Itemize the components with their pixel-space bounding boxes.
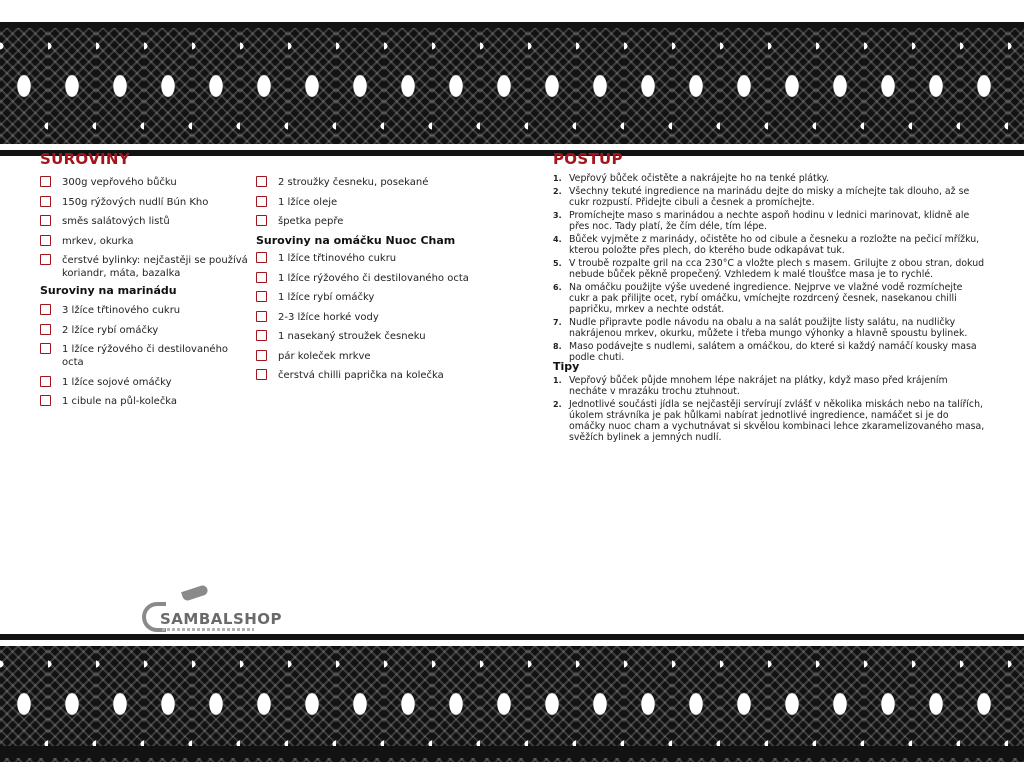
checkbox-icon[interactable] xyxy=(256,176,267,187)
checkbox-icon[interactable] xyxy=(256,252,267,263)
checklist-item[interactable]: 1 lžíce rýžového či destilovaného octa xyxy=(40,343,250,369)
checkbox-icon[interactable] xyxy=(40,304,51,315)
checkbox-icon[interactable] xyxy=(256,369,267,380)
postup-steps xyxy=(553,173,985,365)
checkbox-icon[interactable] xyxy=(256,330,267,341)
checkbox-icon[interactable] xyxy=(40,235,51,246)
checklist-item[interactable]: 1 lžíce třtinového cukru xyxy=(256,252,486,265)
checkbox-icon[interactable] xyxy=(40,196,51,207)
tip-item: 1. Vepřový bůček půjde mnohem lépe nakrájet na plátky, když maso před krájením necháte v mrazáku trochu ztuhnout. xyxy=(553,375,948,397)
checkbox-icon[interactable] xyxy=(256,215,267,226)
sambalshop-logo xyxy=(142,588,283,638)
postup-heading: POSTUP xyxy=(553,150,623,168)
suroviny-list-continued xyxy=(256,176,486,235)
step-item: 1. Vepřový bůček očistěte a nakrájejte ho na tenké plátky. xyxy=(553,173,829,184)
checkbox-icon[interactable] xyxy=(256,311,267,322)
checklist-item[interactable]: špetka pepře xyxy=(256,215,486,228)
checkbox-icon[interactable] xyxy=(40,254,51,265)
checklist-item[interactable]: 1 nasekaný stroužek česneku xyxy=(256,330,486,343)
checklist-item[interactable]: 2-3 lžíce horké vody xyxy=(256,311,486,324)
checkbox-icon[interactable] xyxy=(40,343,51,354)
checkbox-icon[interactable] xyxy=(256,272,267,283)
checklist-item[interactable]: směs salátových listů xyxy=(40,215,250,228)
bottom-ornament-band xyxy=(0,640,1024,762)
tipy-list xyxy=(553,375,985,445)
checklist-item[interactable]: 300g vepřového bůčku xyxy=(40,176,250,189)
checkbox-icon[interactable] xyxy=(256,350,267,361)
step-item: 3. Promíchejte maso s marinádou a nechte aspoň hodinu v lednici marinovat, klidně ale přes noc. Tady platí, že čím déle, tím lépe. xyxy=(553,210,970,232)
checkbox-icon[interactable] xyxy=(40,324,51,335)
checklist-item[interactable]: 2 stroužky česneku, posekané xyxy=(256,176,486,189)
checklist-item[interactable]: čerstvé bylinky: nejčastěji se používá koriandr, máta, bazalka xyxy=(40,254,250,280)
bottom-border-edge xyxy=(0,746,1024,758)
checklist-item[interactable]: 1 lžíce sojové omáčky xyxy=(40,376,250,389)
checklist-item[interactable]: 150g rýžových nudlí Bún Kho xyxy=(40,196,250,209)
checklist-item[interactable]: 2 lžíce rybí omáčky xyxy=(40,324,250,337)
top-ornament-band xyxy=(0,28,1024,150)
checkbox-icon[interactable] xyxy=(256,196,267,207)
marinada-heading: Suroviny na marinádu xyxy=(40,284,177,297)
step-item: 7. Nudle připravte podle návodu na obalu a na salát použijte listy salátu, na nudličky nakrájenou mrkev, okurku, můžete i třeba mungo výhonky a hlavně spoustu bylinek. xyxy=(553,317,968,339)
checkbox-icon[interactable] xyxy=(40,176,51,187)
step-item: 6. Na omáčku použijte výše uvedené ingredience. Nejprve ve vlažné vodě rozmíchejte cukr a pak přilijte ocet, rybí omáčku, vmíchejte rozdrcený česnek, nasekanou chilli papričku, mrkev a nechte odstát. xyxy=(553,282,963,315)
step-item: 8. Maso podávejte s nudlemi, salátem a omáčkou, do které si každý namáčí kousky masa podle chuti. xyxy=(553,341,977,363)
checklist-item[interactable]: 1 lžíce rybí omáčky xyxy=(256,291,486,304)
checkbox-icon[interactable] xyxy=(40,376,51,387)
logo-tagline-decoration xyxy=(162,628,254,631)
suroviny-list xyxy=(40,176,250,287)
step-item: 5. V troubě rozpalte gril na cca 230°C a vložte plech s masem. Grilujte z obou stran, dokud nebude bůček pěkně propečený. Vzhledem k malé tloušťce masa je to rychlé. xyxy=(553,258,985,280)
chili-pepper-icon xyxy=(181,584,209,602)
checklist-item[interactable]: pár koleček mrkve xyxy=(256,350,486,363)
omacka-list xyxy=(256,252,486,389)
checkbox-icon[interactable] xyxy=(40,395,51,406)
checkbox-icon[interactable] xyxy=(256,291,267,302)
tip-item: 2. Jednotlivé součásti jídla se nejčastěji servírují zvlášť v několika miskách nebo na talířích, úkolem strávníka je pak hůlkami nabírat jednotlivé ingredience, namáčet si je do omáčky nuoc cham a vychutnávat si skvělou kombinaci lehce zkaramelizovaného masa, svěžích bylinek a jemných nudlí. xyxy=(553,399,985,443)
checklist-item[interactable]: 1 lžíce rýžového či destilovaného octa xyxy=(256,272,486,285)
checklist-item[interactable]: 3 lžíce třtinového cukru xyxy=(40,304,250,317)
marinada-list xyxy=(40,304,250,415)
checklist-item[interactable]: 1 cibule na půl-kolečka xyxy=(40,395,250,408)
suroviny-heading: SUROVINY xyxy=(40,150,130,168)
checklist-item[interactable]: čerstvá chilli paprička na kolečka xyxy=(256,369,486,382)
omacka-heading: Suroviny na omáčku Nuoc Cham xyxy=(256,234,456,247)
checklist-item[interactable]: mrkev, okurka xyxy=(40,235,250,248)
step-item: 4. Bůček vyjměte z marinády, očistěte ho od cibule a česneku a rozložte na pečicí mřížku, kterou položte přes plech, do kterého bude odkapávat tuk. xyxy=(553,234,980,256)
checkbox-icon[interactable] xyxy=(40,215,51,226)
checklist-item[interactable]: 1 lžíce oleje xyxy=(256,196,486,209)
step-item: 2. Všechny tekuté ingredience na marinádu dejte do misky a míchejte tak dlouho, až se cukr rozpustí. Přidejte cibuli a česnek a promíchejte. xyxy=(553,186,970,208)
logo-text: SAMBALSHOP xyxy=(160,610,283,628)
tipy-heading: Tipy xyxy=(553,360,580,373)
